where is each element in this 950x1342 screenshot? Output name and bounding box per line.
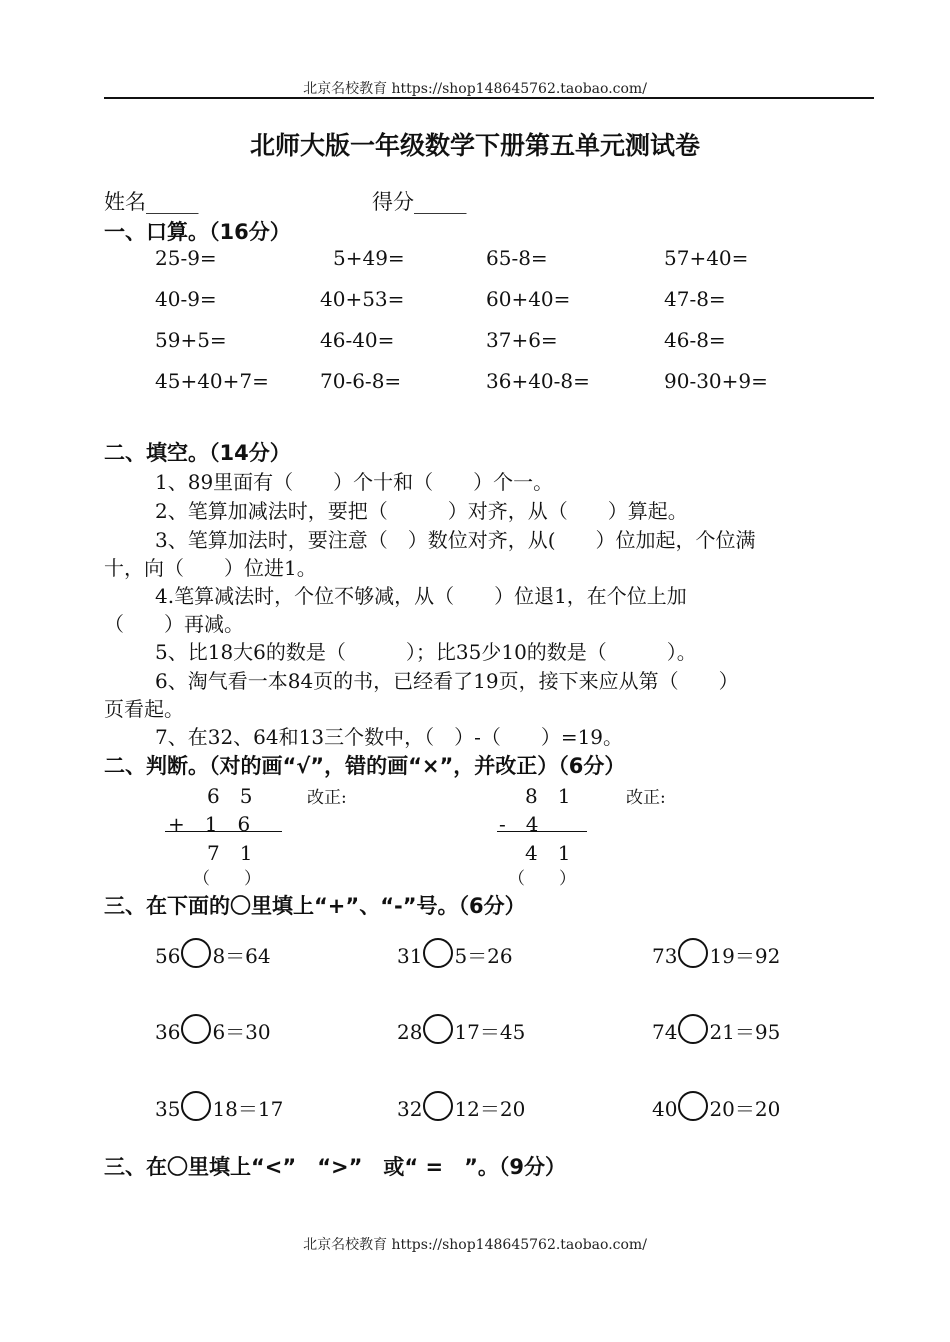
name-field: 姓名_____ <box>104 190 199 214</box>
calc-1-4: 57+40= <box>664 246 749 270</box>
operand-right: 8＝64 <box>212 944 271 968</box>
operand-left: 56 <box>155 944 181 968</box>
sign-problem-1-3 <box>652 938 780 969</box>
fill-line-2: 2、笔算加减法时，要把（ ）对齐，从（ ）算起。 <box>155 499 688 523</box>
sign-problem-1-2 <box>397 938 513 969</box>
operand-left: 40 <box>652 1097 678 1121</box>
operand-right: 5＝26 <box>454 944 513 968</box>
calc-3-4: 46-8= <box>664 328 726 352</box>
operand-right: 21＝95 <box>709 1020 781 1044</box>
calc-4-1: 45+40+7= <box>155 369 269 393</box>
operand-left: 31 <box>397 944 423 968</box>
answer-circle[interactable] <box>423 938 453 968</box>
fill-line-5: 5、比18大6的数是（ ）；比35少10的数是（ ）。 <box>155 640 697 664</box>
page-footer: 北京名校教育 https://shop148645762.taobao.com/ <box>303 1237 647 1253</box>
operand-left: 35 <box>155 1097 181 1121</box>
score-field: 得分_____ <box>372 190 467 214</box>
section1-heading: 一、口算。（16分） <box>104 220 291 244</box>
sign-problem-3-3 <box>652 1091 780 1122</box>
calc-2-2: 40+53= <box>320 287 405 311</box>
answer-circle[interactable] <box>678 938 708 968</box>
answer-blank-2: （ ） <box>508 869 576 889</box>
operand-left: 36 <box>155 1020 181 1044</box>
calc-4-2: 70-6-8= <box>320 369 402 393</box>
vertical-problem-1-result: 7 1 <box>207 841 253 865</box>
answer-blank-1: （ ） <box>193 869 261 889</box>
answer-circle[interactable] <box>678 1014 708 1044</box>
calc-2-1: 40-9= <box>155 287 217 311</box>
calc-2-4: 47-8= <box>664 287 726 311</box>
fill-line-7: 7、在32、64和13三个数中，（ ）-（ ）=19。 <box>155 725 624 749</box>
header-rule <box>104 97 874 99</box>
page-title: 北师大版一年级数学下册第五单元测试卷 <box>249 131 700 160</box>
problem-1-underline <box>165 831 282 832</box>
fill-line-6-cont: 页看起。 <box>104 697 184 721</box>
sign-problem-1-1 <box>155 938 271 969</box>
problem-2-underline <box>497 831 587 832</box>
section5-heading: 三、在〇里填上“<” “>” 或“ = ”。（9分） <box>104 1155 567 1179</box>
correction-label-1: 改正: <box>307 788 347 808</box>
calc-4-3: 36+40-8= <box>486 369 590 393</box>
operand-left: 74 <box>652 1020 678 1044</box>
section2-heading: 二、填空。（14分） <box>104 441 291 465</box>
operand-right: 20＝20 <box>709 1097 781 1121</box>
section3-heading: 二、判断。（对的画“√”，错的画“×”，并改正）（6分） <box>104 754 626 778</box>
operand-right: 12＝20 <box>454 1097 526 1121</box>
calc-4-4: 90-30+9= <box>664 369 768 393</box>
operand-right: 6＝30 <box>212 1020 271 1044</box>
calc-3-3: 37+6= <box>486 328 558 352</box>
vertical-problem-1-top: 6 5 <box>207 784 253 808</box>
sign-problem-2-2 <box>397 1014 525 1045</box>
calc-3-2: 46-40= <box>320 328 395 352</box>
calc-3-1: 59+5= <box>155 328 227 352</box>
sign-problem-2-1 <box>155 1014 271 1045</box>
fill-line-3: 3、笔算加法时，要注意（ ）数位对齐，从( ）位加起，个位满 <box>155 528 756 552</box>
fill-line-4-cont: （ ）再减。 <box>104 612 244 636</box>
operand-right: 18＝17 <box>212 1097 284 1121</box>
operand-right: 17＝45 <box>454 1020 526 1044</box>
page-header: 北京名校教育 https://shop148645762.taobao.com/ <box>303 81 647 97</box>
operand-left: 28 <box>397 1020 423 1044</box>
fill-line-4: 4.笔算减法时，个位不够减，从（ ）位退1，在个位上加 <box>155 584 687 608</box>
calc-1-1: 25-9= <box>155 246 217 270</box>
calc-2-3: 60+40= <box>486 287 571 311</box>
sign-problem-3-1 <box>155 1091 283 1122</box>
answer-circle[interactable] <box>181 1014 211 1044</box>
answer-circle[interactable] <box>181 1091 211 1121</box>
answer-circle[interactable] <box>423 1091 453 1121</box>
fill-line-1: 1、89里面有（ ）个十和（ ）个一。 <box>155 470 554 494</box>
answer-circle[interactable] <box>423 1014 453 1044</box>
fill-line-3-cont: 十，向（ ）位进1。 <box>104 556 317 580</box>
vertical-problem-2-top: 8 1 <box>525 784 571 808</box>
section4-heading: 三、在下面的〇里填上“+”、“-”号。（6分） <box>104 894 526 918</box>
answer-circle[interactable] <box>181 938 211 968</box>
correction-label-2: 改正: <box>626 788 666 808</box>
operand-right: 19＝92 <box>709 944 781 968</box>
answer-circle[interactable] <box>678 1091 708 1121</box>
calc-1-3: 65-8= <box>486 246 548 270</box>
operand-left: 73 <box>652 944 678 968</box>
vertical-problem-1-middle: + 1 6 <box>168 812 251 836</box>
sign-problem-3-2 <box>397 1091 525 1122</box>
operand-left: 32 <box>397 1097 423 1121</box>
sign-problem-2-3 <box>652 1014 780 1045</box>
vertical-problem-2-middle: - 4 <box>499 812 539 836</box>
calc-1-2: 5+49= <box>333 246 405 270</box>
fill-line-6: 6、淘气看一本84页的书，已经看了19页，接下来应从第（ ） <box>155 669 739 693</box>
vertical-problem-2-result: 4 1 <box>525 841 571 865</box>
